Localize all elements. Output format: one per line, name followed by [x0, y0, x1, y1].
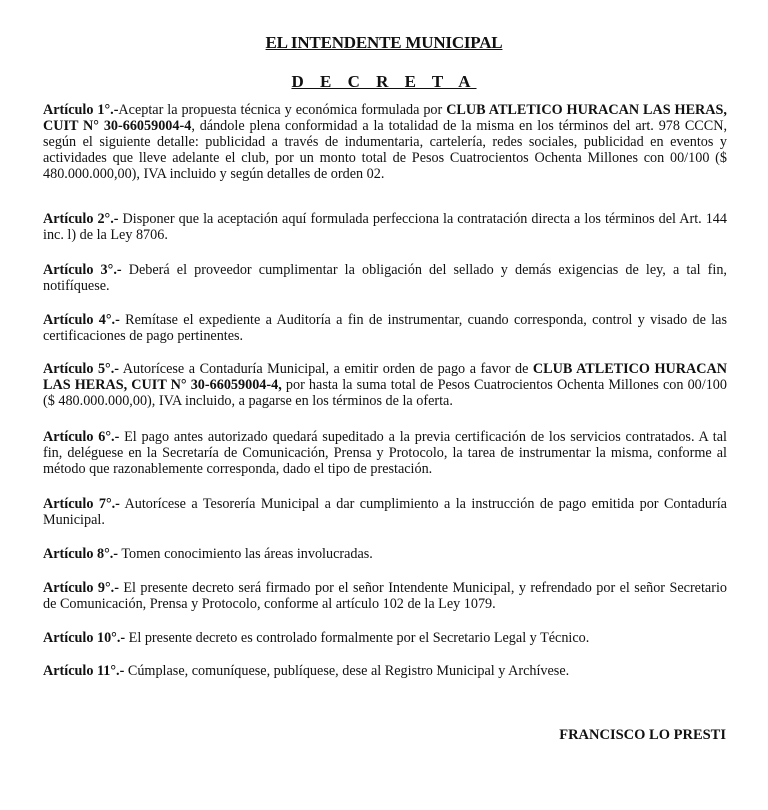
article-7: [43, 496, 727, 528]
article-text: Aceptar la propuesta técnica y económica formulada por: [118, 102, 447, 118]
article-text: Autorícese a Tesorería Municipal a dar cumplimiento a la instrucción de pago emitida por Contaduría Municipal.: [43, 496, 727, 528]
article-11: [43, 663, 727, 679]
article-label: Artículo 1°.-: [43, 102, 119, 118]
article-text: Autorícese a Contaduría Municipal, a emitir orden de pago a favor de: [119, 361, 533, 377]
article-text: Disponer que la aceptación aquí formulada perfecciona la contratación directa a los términos del Art. 144 inc. l) de la Ley 8706.: [43, 211, 727, 243]
article-label: Artículo 9°.-: [43, 580, 119, 596]
article-label: Artículo 6°.-: [43, 429, 120, 445]
article-label: Artículo 5°.-: [43, 361, 120, 377]
article-text: por hasta la suma total de Pesos Cuatrocientos Ochenta Millones con 00/100 ($ 480.000.000,00), IVA incluido, a pagarse en los términos de la oferta.: [43, 377, 727, 409]
article-text: El pago antes autorizado quedará supeditado a la previa certificación de los servicios contratados. A tal fin, deléguese en la Secretaría de Comunicación, Prensa y Protocolo, la tarea de instrumentar la misma, conforme al método que razonablemente corresponda, dado el tipo de prestación.: [43, 429, 727, 477]
article-5: [43, 361, 727, 409]
article-label: Artículo 7°.-: [43, 496, 120, 512]
article-label: Artículo 3°.-: [43, 262, 122, 278]
article-9: [43, 580, 727, 612]
signature-name: FRANCISCO LO PRESTI: [559, 727, 726, 743]
article-10: [43, 630, 727, 646]
article-text: , dándole plena conformidad a la totalidad de la misma en los términos del art. 978 CCCN, según el siguiente detalle: publicidad a través de indumentaria, cartelería, redes sociales, publicidad en eventos y actividades que lleve adelante el club, por un monto total de Pesos Cuatrocientos Ochenta Millones con 00/100 ($ 480.000.000,00), IVA incluido y según detalles de orden 02.: [43, 118, 727, 182]
article-3: [43, 262, 727, 294]
article-text: Remítase el expediente a Auditoría a fin de instrumentar, cuando corresponda, control y visado de las certificaciones de pago pertinentes.: [43, 312, 727, 344]
article-label: Artículo 8°.-: [43, 546, 119, 562]
article-4: [43, 312, 727, 344]
article-6: [43, 429, 727, 477]
article-text: Tomen conocimiento las áreas involucradas.: [118, 546, 373, 562]
article-label: Artículo 2°.-: [43, 211, 119, 227]
article-label: Artículo 10°.-: [43, 630, 126, 646]
article-8: [43, 546, 727, 562]
article-text: Cúmplase, comuníquese, publíquese, dese al Registro Municipal y Archívese.: [124, 663, 570, 679]
heading-intendente: EL INTENDENTE MUNICIPAL: [265, 33, 503, 52]
article-bold-text: CLUB ATLETICO HURACAN LAS HERAS, CUIT N° 30-66059004-4: [43, 102, 727, 134]
article-label: Artículo 4°.-: [43, 312, 120, 328]
article-2: [43, 211, 727, 243]
article-text: El presente decreto es controlado formalmente por el Secretario Legal y Técnico.: [125, 630, 590, 646]
article-bold-text: CLUB ATLETICO HURACAN LAS HERAS, CUIT N° 30-66059004-4,: [43, 361, 727, 393]
article-text: El presente decreto será firmado por el señor Intendente Municipal, y refrendado por el señor Secretario de Comunicación, Prensa y Protocolo, conforme al artículo 102 de la Ley 1079.: [43, 580, 727, 612]
article-label: Artículo 11°.-: [43, 663, 125, 679]
article-text: Deberá el proveedor cumplimentar la obligación del sellado y demás exigencias de ley, a tal fin, notifíquese.: [43, 262, 727, 294]
article-1: [43, 102, 727, 182]
heading-decreta: D E C R E T A: [291, 72, 477, 91]
